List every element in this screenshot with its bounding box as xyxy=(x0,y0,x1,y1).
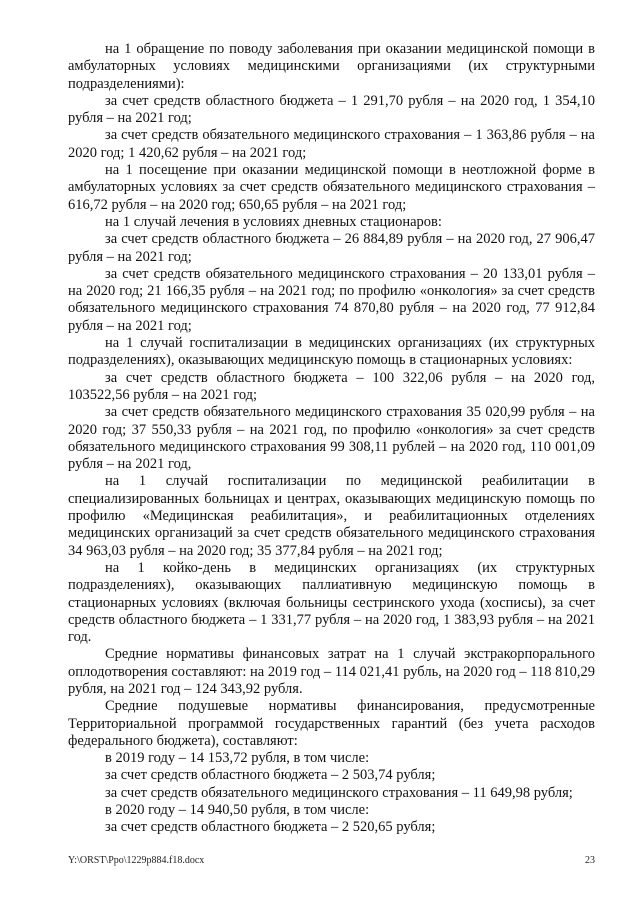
paragraph-emergency-visit: на 1 посещение при оказании медицинской помощи в неотложной форме в амбулаторных условиях за счет средств обязательного медицинского страхования – 616,72 рубля – на 2020 год; 650,65 рубля – на 2021 год; xyxy=(68,162,595,213)
paragraph-palliative-bed-day: на 1 койко-день в медицинских организациях (их структурных подразделениях), оказывающих паллиативную медицинскую помощь в стационарных условиях (включая больницы сестринского ухода (хосписы), за счет средств областного бюджета – 1 331,77 рубля – на 2020 год, 1 383,93 рубля – на 2021 год. xyxy=(68,559,595,646)
paragraph-hospitalization: на 1 случай госпитализации в медицинских организациях (их структурных подразделениях), оказывающих медицинскую помощь в стационарных условиях: xyxy=(68,335,595,369)
paragraph-rehabilitation: на 1 случай госпитализации по медицинской реабилитации в специализированных больницах и центрах, оказывающих медицинскую помощь по профилю «Медицинская реабилитация», и реабилитационных отделениях медицинских организаций за счет средств обязательного медицинского страхования 34 963,03 рубля – на 2020 год; 35 377,84 рубля – на 2021 год; xyxy=(68,473,595,559)
paragraph-hospitalization-regional-budget: за счет средств областного бюджета – 100 322,06 рубля – на 2020 год, 103522,56 рубля – на 2021 год; xyxy=(68,369,595,403)
paragraph-ivf: Средние нормативы финансовых затрат на 1 случай экстракорпорального оплодотворения составляют: на 2019 год – 114 021,41 рубль, на 2020 год – 118 810,29 рубля, на 2021 год – 124 343,92 рубля. xyxy=(68,646,595,697)
file-path: Y:\ORST\Ppo\1229p884.f18.docx xyxy=(68,855,205,866)
paragraph-hospitalization-oms: за счет средств обязательного медицинского страхования 35 020,99 рубля – на 2020 год; 37 550,33 рубля – на 2021 год, по профилю «онкология» за счет средств обязательного медицинского страхования 99 308,11 рублей – на 2020 год, 110 001,09 рубля – на 2021 год, xyxy=(68,404,595,473)
paragraph-2019-oms: за счет средств обязательного медицинского страхования – 11 649,98 рубля; xyxy=(105,784,573,801)
page-number: 23 xyxy=(585,855,595,866)
paragraph-day-hospital-oms: за счет средств обязательного медицинского страхования – 20 133,01 рубля – на 2020 год; 21 166,35 рубля – на 2021 год; по профилю «онкология» за счет средств обязательного медицинского страхования 74 870,80 рубля – на 2020 год, 77 912,84 рубля – на 2021 год; xyxy=(68,265,595,334)
paragraph-per-capita-standards: Средние подушевые нормативы финансирования, предусмотренные Территориальной программой государственных гарантий (без учета расходов федерального бюджета), составляют: xyxy=(68,698,595,749)
paragraph-outpatient-oms: за счет средств обязательного медицинского страхования – 1 363,86 рубля – на 2020 год; 1 420,62 рубля – на 2021 год; xyxy=(68,127,595,161)
paragraph-day-hospital: на 1 случай лечения в условиях дневных стационаров: xyxy=(105,213,442,230)
paragraph-2019-regional-budget: за счет средств областного бюджета – 2 503,74 рубля; xyxy=(105,767,436,784)
document-body xyxy=(68,41,595,837)
paragraph-2019-total: в 2019 году – 14 153,72 рубля, в том числе: xyxy=(105,750,370,767)
paragraph-2020-total: в 2020 году – 14 940,50 рубля, в том числе: xyxy=(105,802,370,819)
paragraph-day-hospital-regional-budget: за счет средств областного бюджета – 26 884,89 рубля – на 2020 год, 27 906,47 рубля – на 2021 год; xyxy=(68,231,595,265)
paragraph-outpatient-regional-budget: за счет средств областного бюджета – 1 291,70 рубля – на 2020 год, 1 354,10 рубля – на 2021 год; xyxy=(68,92,595,127)
paragraph-outpatient-visit: на 1 обращение по поводу заболевания при оказании медицинской помощи в амбулаторных условиях медицинскими организациями (их структурными подразделениями): xyxy=(68,41,595,92)
paragraph-2020-regional-budget: за счет средств областного бюджета – 2 520,65 рубля; xyxy=(105,819,436,836)
